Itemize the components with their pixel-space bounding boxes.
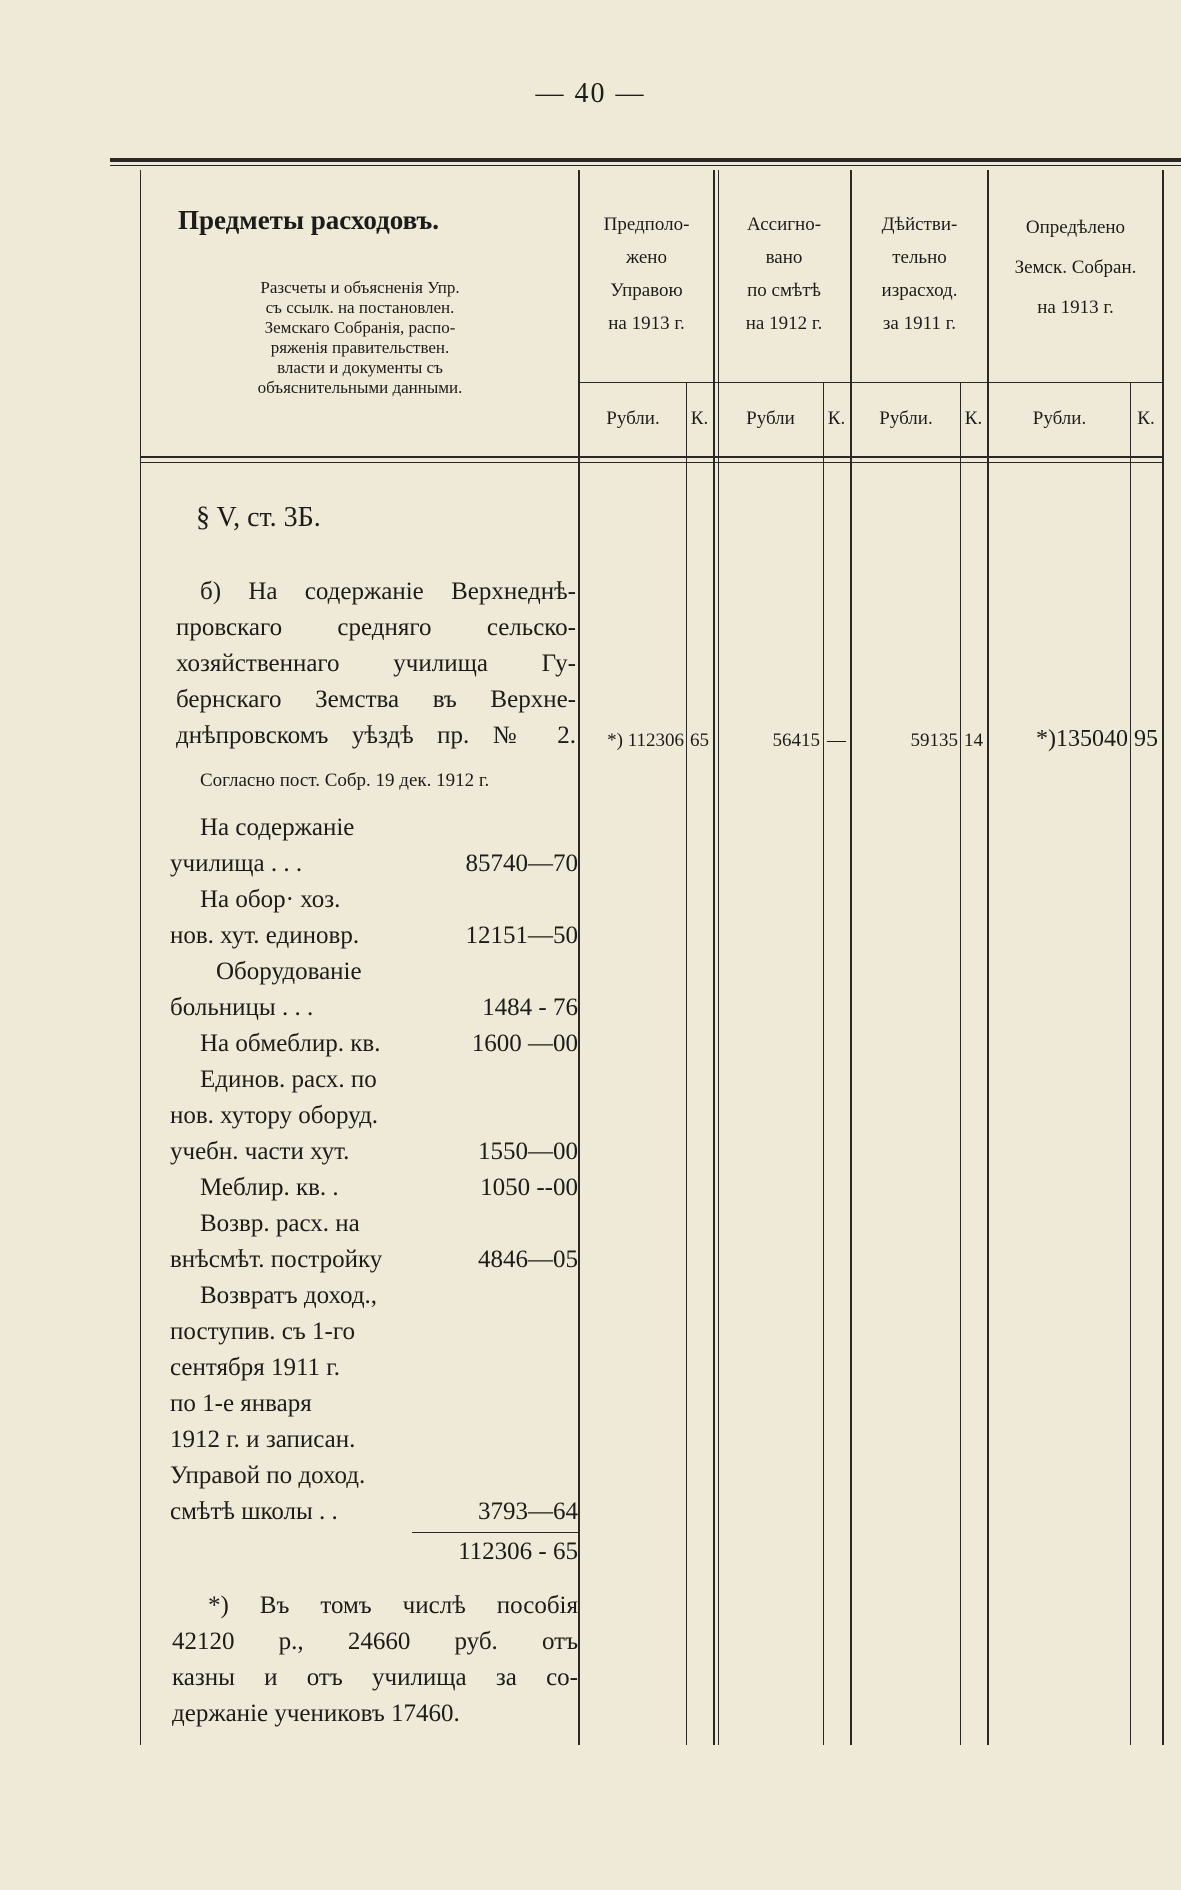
col2-kopecks-value: —: [827, 730, 846, 751]
col4-header-line: на 1913 г.: [1037, 297, 1114, 318]
breakdown-line: нов. хутору оборуд.: [170, 1102, 379, 1129]
subtitle-line: ряженія правительствен.: [270, 338, 450, 357]
footnote-line: казны и отъ училища за со-: [172, 1664, 578, 1691]
col4-kopecks-value: 95: [1134, 726, 1158, 752]
breakdown-line: смѣтѣ школы . .: [170, 1498, 338, 1525]
col2-kop-label: К.: [827, 408, 846, 429]
col2-rub-label: Рубли: [746, 408, 795, 429]
col3-header-line: тельно: [892, 247, 947, 268]
breakdown-amount-row: [170, 846, 578, 882]
breakdown-amount: 4846—05: [478, 1246, 578, 1273]
breakdown-amount-row: [170, 990, 578, 1026]
breakdown-line: Возвр. расх. на: [200, 1210, 360, 1237]
col2-header: [718, 208, 850, 340]
col1-header-line: Управою: [610, 280, 683, 301]
breakdown-line: нов. хут. единовр.: [170, 922, 360, 949]
breakdown-amount: 85740—70: [465, 850, 578, 877]
breakdown-line: Управой по доход.: [170, 1462, 366, 1489]
footnote: [172, 1588, 578, 1732]
footnote-line: держаніе учениковъ 17460.: [172, 1700, 460, 1727]
breakdown-entry: [170, 954, 578, 1026]
item-line: днѣпровскомъ уѣздѣ пр. № 2.: [176, 722, 576, 749]
col3-rubles-value: 59135: [910, 730, 958, 751]
col4-header: [989, 208, 1162, 328]
col2-header-line: вано: [765, 247, 803, 268]
breakdown-entry: [170, 1170, 578, 1206]
breakdown-amount: 1600 —00: [471, 1030, 578, 1057]
footnote-line: 42120 р., 24660 руб. отъ: [172, 1628, 578, 1655]
breakdown-amount-row: [170, 918, 578, 954]
item-line: бернскаго Земства въ Верхне-: [176, 686, 576, 713]
breakdown-line: 1912 г. и записан.: [170, 1426, 356, 1453]
breakdown-entry: [170, 1278, 410, 1494]
section-heading: § V, ст. 3Б.: [196, 502, 321, 533]
col2-header-line: Ассигно-: [746, 214, 822, 235]
breakdown-line: поступив. съ 1-го: [170, 1318, 355, 1345]
breakdown-entry: [170, 882, 578, 954]
item-line: б) На содержаніе Верхнеднѣ-: [200, 578, 576, 605]
item-line: хозяйственнаго училища Гу-: [176, 650, 576, 677]
breakdown-amount: 1550—00: [478, 1138, 578, 1165]
breakdown-entry: [170, 810, 578, 882]
breakdown-amount: 12151—50: [465, 922, 578, 949]
subtitle-line: власти и документы съ: [277, 358, 443, 377]
col3-kop-divider: [960, 382, 961, 1745]
col1-kop-label: К.: [690, 408, 709, 429]
subtitle-line: объяснительными данными.: [257, 378, 463, 397]
col4-kop-label: К.: [1137, 408, 1155, 429]
breakdown-line: На обор· хоз.: [200, 886, 341, 913]
breakdown-line: внѣсмѣт. постройку: [170, 1246, 383, 1273]
col3-kopecks-value: 14: [964, 730, 983, 751]
breakdown-amount-row: [170, 1026, 578, 1062]
breakdown-line: Оборудованіе: [216, 958, 362, 985]
col2-rubles-value: 56415: [772, 730, 820, 751]
subtitle-line: Земскаго Собранія, распо-: [264, 318, 456, 337]
subjects-title: Предметы расходовъ.: [178, 205, 439, 235]
col3-rub-label: Рубли.: [879, 408, 933, 429]
breakdown-amount-row: [170, 1134, 578, 1170]
col1-rubles-value: *) 112306: [607, 730, 684, 751]
breakdown-line: учебн. части хут.: [170, 1138, 350, 1165]
breakdown-line: училища . . .: [170, 850, 303, 877]
col1-col2-divider: [713, 170, 715, 1745]
col4-header-line: Опредѣлено: [1025, 217, 1126, 238]
col2-kop-divider: [823, 382, 824, 1745]
right-border: [1162, 170, 1164, 1745]
breakdown-entry: [170, 1062, 578, 1170]
col1-header-line: жено: [626, 247, 667, 268]
breakdown-amount-row: [170, 1242, 578, 1278]
breakdown-line: сентября 1911 г.: [170, 1354, 340, 1381]
breakdown-line: Возвратъ доход.,: [200, 1282, 378, 1309]
subtitle-line: Разсчеты и объясненія Упр.: [260, 278, 460, 297]
header-rule-2: [140, 462, 1162, 463]
col3-header-line: за 1911 г.: [882, 313, 957, 334]
breakdown-line: На содержаніе: [200, 814, 355, 841]
breakdown-amount: 1050 --00: [480, 1174, 578, 1201]
breakdown-line: больницы . . .: [170, 994, 314, 1021]
breakdown-amount-row: [170, 1494, 578, 1530]
col2-col3-divider: [850, 170, 852, 1745]
breakdown-line: по 1-е января: [170, 1390, 312, 1417]
col3-header: [852, 208, 987, 340]
total-rule: [412, 1532, 578, 1533]
decision-reference: Согласно пост. Собр. 19 дек. 1912 г.: [200, 770, 490, 791]
footnote-line: *) Въ томъ числѣ пособія: [208, 1592, 578, 1619]
col1-header-line: Предполо-: [603, 214, 690, 235]
subtitle-line: съ ссылк. на постановлен.: [265, 298, 455, 317]
breakdown-entry: [170, 1206, 578, 1278]
top-rule: [110, 158, 1181, 162]
breakdown-amount: 1484 - 76: [482, 994, 578, 1021]
breakdown-list: [170, 810, 578, 1530]
col3-kop-label: К.: [964, 408, 983, 429]
page-number: — 40 —: [535, 78, 646, 109]
col3-header-line: израсход.: [881, 280, 958, 301]
col1-header: [580, 208, 713, 340]
unit-rule: [580, 382, 1162, 383]
total-amount: 112306 - 65: [458, 1538, 578, 1565]
col1-kop-divider: [686, 382, 687, 1745]
col3-col4-divider: [987, 170, 989, 1745]
item-line: провскаго средняго сельско-: [176, 614, 576, 641]
col1-rub-label: Рубли.: [606, 408, 660, 429]
subjects-subtitle: [195, 278, 525, 398]
breakdown-line: Единов. расх. по: [200, 1066, 377, 1093]
breakdown-amount: 3793—64: [478, 1498, 578, 1525]
breakdown-line: На обмеблир. кв.: [200, 1030, 381, 1057]
col4-rubles-value: *)135040: [1036, 726, 1128, 752]
col4-rub-label: Рубли.: [1032, 408, 1087, 429]
col1-col2-divider-b: [718, 170, 719, 1745]
col3-header-line: Дѣйстви-: [881, 214, 958, 235]
breakdown-amount-row: [170, 1170, 578, 1206]
col4-kop-divider: [1130, 382, 1131, 1745]
col2-header-line: на 1912 г.: [745, 313, 823, 334]
col-divider-main: [578, 170, 580, 1745]
header-rule: [140, 456, 1162, 458]
breakdown-entry: [170, 1026, 578, 1062]
col1-kopecks-value: 65: [690, 730, 709, 751]
top-rule-thin: [110, 165, 1181, 166]
col2-header-line: по смѣтѣ: [747, 280, 821, 301]
col1-header-line: на 1913 г.: [608, 313, 685, 334]
col4-header-line: Земск. Собран.: [1014, 257, 1137, 278]
left-border: [140, 170, 141, 1745]
item-description: [176, 574, 576, 754]
breakdown-line: Меблир. кв. .: [200, 1174, 339, 1201]
